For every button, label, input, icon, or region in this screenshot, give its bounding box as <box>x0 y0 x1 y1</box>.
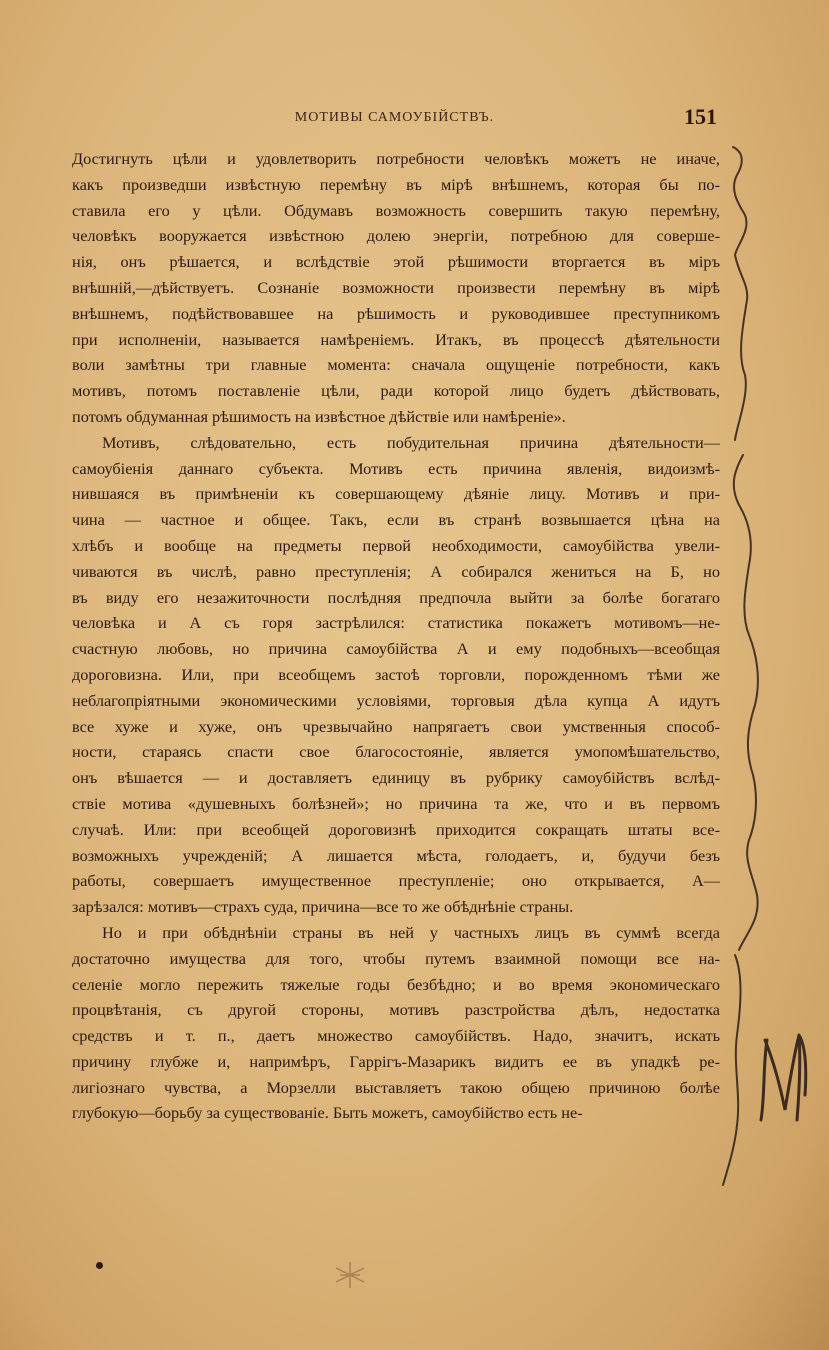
text-line: воли замѣтны три главные момента: сначала ощущеніе потребности, какъ <box>72 355 720 375</box>
text-line: счастную любовь, но причина самоубійства А и ему подобныхъ—всеобщая <box>72 639 720 659</box>
ink-stain-mark <box>330 1260 370 1290</box>
margin-bracket-2 <box>734 455 758 950</box>
text-line: Мотивъ, слѣдовательно, есть побудительная причина дѣятельности— <box>102 432 720 452</box>
text-line: лигіознаго чувства, а Морзелли выставляетъ такою общею причиною болѣе <box>72 1077 720 1097</box>
text-line: ствіе мотива «душевныхъ болѣзней»; но причина та же, что и въ первомъ <box>72 793 720 813</box>
text-line: потомъ обдуманная рѣшимость на извѣстное дѣйствіе или намѣреніе». <box>72 406 566 426</box>
text-line: нія, онъ рѣшается, и вслѣдствіе этой рѣшимости вторгается въ міръ <box>72 252 720 272</box>
margin-initial-mark <box>761 1035 806 1120</box>
text-line: средствъ и т. п., даетъ множество самоубійствъ. Надо, значитъ, искать <box>72 1026 720 1046</box>
margin-bracket-3 <box>723 955 741 1185</box>
page-header <box>72 104 717 134</box>
text-line: селеніе могло пережить тяжелые годы безбѣдно; и во время экономическаго <box>72 974 720 994</box>
text-line: человѣка и А съ горя застрѣлился: статистика покажетъ мотивомъ—не- <box>72 613 720 633</box>
running-title: МОТИВЫ САМОУБІЙСТВЪ. <box>294 110 495 125</box>
text-line: ставила его у цѣли. Обдумавъ возможность совершить такую перемѣну, <box>72 200 720 220</box>
text-line: дороговизна. Или, при всеобщемъ застоѣ торговли, порожденномъ тѣми же <box>72 664 720 684</box>
text-line: внѣшній,—дѣйствуетъ. Сознаніе возможности произвести перемѣну въ мірѣ <box>72 277 720 297</box>
text-line: процвѣтанія, съ другой стороны, мотивъ разстройства дѣлъ, недостатка <box>72 1000 720 1020</box>
text-line: внѣшнемъ, подѣйствовавшее на рѣшимость и руководившее преступникомъ <box>72 303 720 323</box>
text-line: человѣкъ вооружается извѣстною долею энергіи, потребною для соверше- <box>72 226 720 246</box>
margin-bracket-1 <box>733 147 747 440</box>
body-text <box>72 146 720 1126</box>
text-line: зарѣзался: мотивъ—страхъ суда, причина—все то же обѣднѣніе страны. <box>72 897 574 917</box>
text-line: неблагопріятными экономическими условіями, торговыя дѣла купца А идутъ <box>72 690 720 710</box>
text-line: причину глубже и, напримѣръ, Гаррігъ-Мазарикъ видитъ ее въ упадкѣ ре- <box>72 1051 720 1071</box>
text-line: самоубіенія даннаго субъекта. Мотивъ есть причина явленія, видоизмѣ- <box>72 458 720 478</box>
text-line: случаѣ. Или: при всеобщей дороговизнѣ приходится сокращать штаты все- <box>72 819 720 839</box>
text-line: хлѣбъ и вообще на предметы первой необходимости, самоубійства увели- <box>72 535 720 555</box>
text-line: ности, стараясь спасти свое благосостояніе, является умопомѣшательство, <box>72 742 720 762</box>
margin-annotations <box>715 135 825 1245</box>
text-line: работы, совершаетъ имущественное преступленіе; оно открывается, А— <box>72 871 720 891</box>
text-line: глубокую—борьбу за существованіе. Быть можетъ, самоубійство есть не- <box>72 1103 583 1123</box>
text-line: при исполненіи, называется намѣреніемъ. Итакъ, въ процессѣ дѣятельности <box>72 329 720 349</box>
text-line: все хуже и хуже, онъ чрезвычайно напрягаетъ свои умственныя способ- <box>72 716 720 736</box>
text-line: достаточно имущества для того, чтобы путемъ взаимной помощи все на- <box>72 948 720 968</box>
text-line: онъ вѣшается — и доставляетъ единицу въ рубрику самоубійствъ вслѣд- <box>72 768 720 788</box>
text-line: мотивъ, потомъ поставленіе цѣли, ради которой лицо будетъ дѣйствовать, <box>72 381 720 401</box>
ink-dot <box>96 1262 103 1269</box>
text-line: нившаяся въ примѣненіи къ совершающему дѣяніе лицу. Мотивъ и при- <box>72 484 720 504</box>
text-line: Достигнуть цѣли и удовлетворить потребности человѣкъ можетъ не иначе, <box>72 149 720 168</box>
text-line: въ виду его незажиточности послѣдняя предпочла выйти за болѣе богатаго <box>72 587 720 607</box>
page-number: 151 <box>684 104 717 129</box>
text-line: чиваются въ числѣ, равно преступленія; А собирался жениться на Б, но <box>72 561 720 581</box>
text-line: какъ произведши извѣстную перемѣну въ мірѣ внѣшнемъ, которая бы по- <box>72 174 720 194</box>
text-line: Но и при обѣднѣніи страны въ ней у частныхъ лицъ въ суммѣ всегда <box>102 922 720 942</box>
text-line: возможныхъ учрежденій; А лишается мѣста, голодаетъ, и, будучи безъ <box>72 845 720 865</box>
text-line: чина — частное и общее. Такъ, если въ странѣ возвышается цѣна на <box>72 510 720 530</box>
